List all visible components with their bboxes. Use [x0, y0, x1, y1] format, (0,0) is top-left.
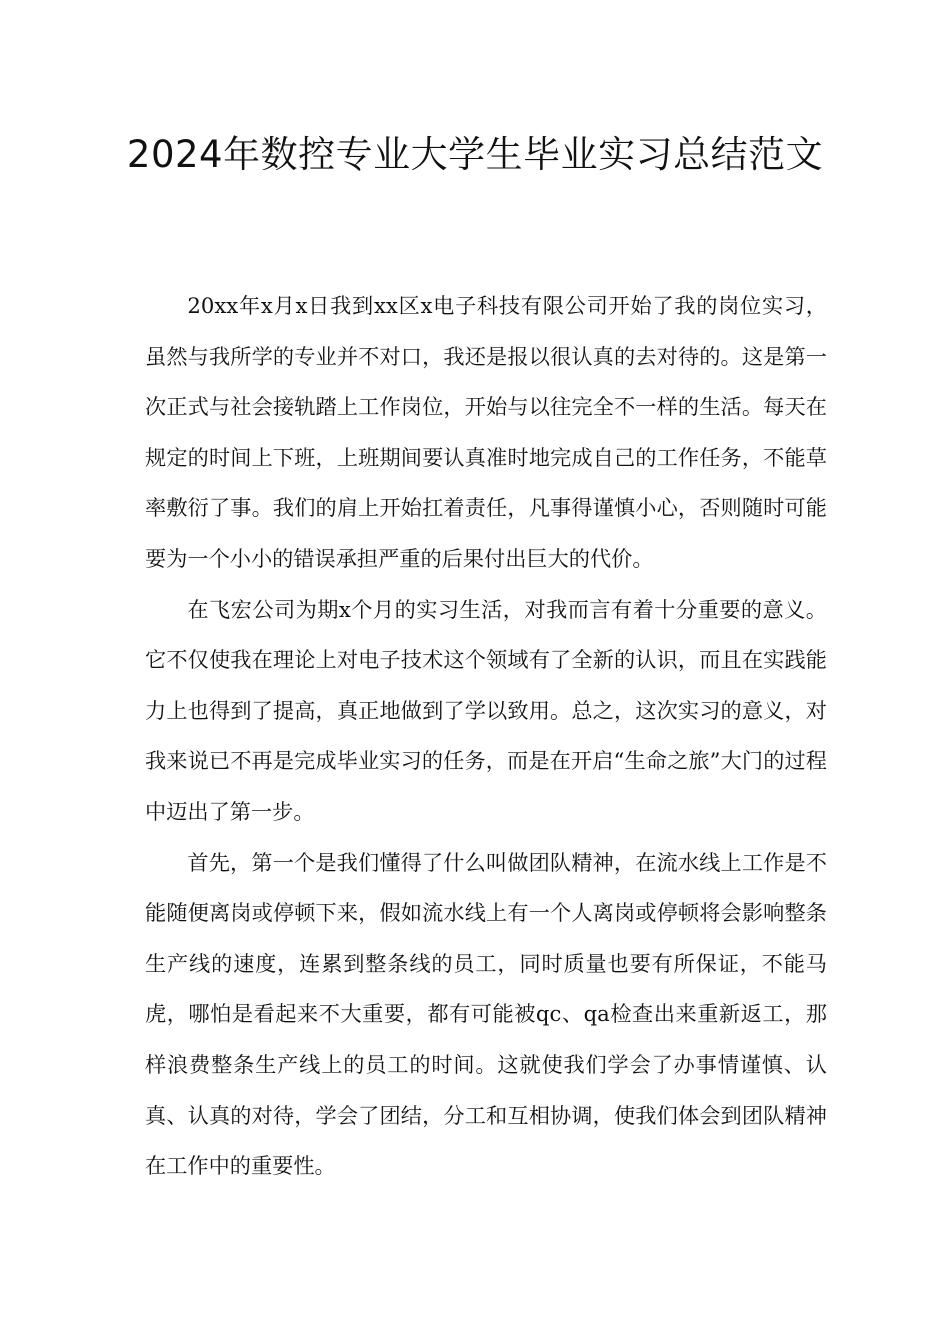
document-body [145, 281, 827, 1192]
paragraph-1: 20xx年x月x日我到xx区x电子科技有限公司开始了我的岗位实习，虽然与我所学的专业并不对口，我还是报以很认真的去对待的。这是第一次正式与社会接轨踏上工作岗位，开始与以往完全不一样的生活。每天在规定的时间上下班，上班期间要认真准时地完成自己的工作任务，不能草率敷衍了事。我们的肩上开始扛着责任，凡事得谨慎小心，否则随时可能要为一个小小的错误承担严重的后果付出巨大的代价。 [145, 293, 827, 571]
paragraph-2: 在飞宏公司为期x个月的实习生活，对我而言有着十分重要的意义。它不仅使我在理论上对电子技术这个领域有了全新的认识，而且在实践能力上也得到了提高，真正地做到了学以致用。总之，这次实习的意义，对我来说已不再是完成毕业实习的任务，而是在开启“生命之旅”大门的过程中迈出了第一步。 [145, 596, 827, 824]
document-title: 2024年数控专业大学生毕业实习总结范文 [126, 133, 824, 176]
paragraph-3: 首先，第一个是我们懂得了什么叫做团队精神，在流水线上工作是不能随便离岗或停顿下来，假如流水线上有一个人离岗或停顿将会影响整条生产线的速度，连累到整条线的员工，同时质量也要有所保证，不能马虎，哪怕是看起来不大重要，都有可能被qc、qa检查出来重新返工，那样浪费整条生产线上的员工的时间。这就使我们学会了办事情谨慎、认真、认真的对待，学会了团结，分工和互相协调，使我们体会到团队精神在工作中的重要性。 [145, 849, 827, 1179]
